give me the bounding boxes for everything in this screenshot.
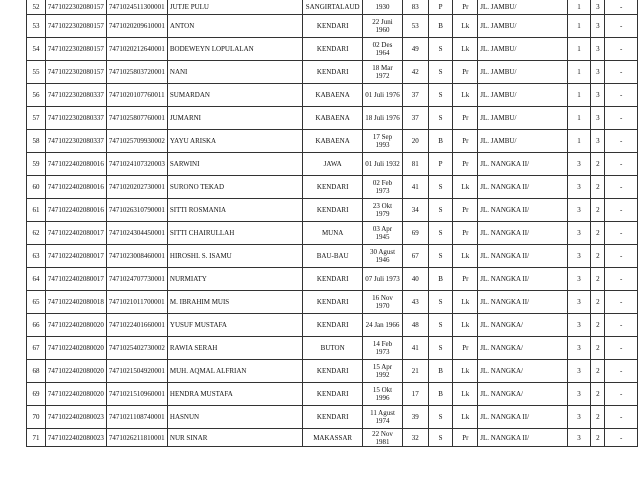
marital-status-cell: S [428, 337, 453, 360]
marital-status-cell: S [428, 245, 453, 268]
note-cell: - [605, 245, 638, 268]
birthplace-cell: BAU-BAU [303, 245, 363, 268]
age-cell: 49 [402, 38, 428, 61]
rw-cell: 2 [591, 245, 605, 268]
row-number-cell: 69 [27, 383, 46, 406]
table-row [27, 337, 638, 360]
name-cell: HENDRA MUSTAFA [167, 383, 302, 406]
note-cell: - [605, 107, 638, 130]
marital-status-cell: S [428, 429, 453, 447]
name-cell: JUTJE PULU [167, 0, 302, 15]
birthplace-cell: KENDARI [303, 291, 363, 314]
gender-cell: Pr [453, 337, 478, 360]
nik-cell: 7471026310790001 [106, 199, 167, 222]
nik-cell: 7471020212640001 [106, 38, 167, 61]
gender-cell: Pr [453, 0, 478, 15]
family-card-number-cell: 7471022402080017 [45, 222, 106, 245]
birthplace-cell: KABAENA [303, 107, 363, 130]
name-cell: NUR SINAR [167, 429, 302, 447]
gender-cell: Lk [453, 291, 478, 314]
family-card-number-cell: 7471022402080020 [45, 360, 106, 383]
name-cell: HIROSHI. S. ISAMU [167, 245, 302, 268]
address-cell: JL. NANGKA II/ [478, 429, 567, 447]
gender-cell: Pr [453, 153, 478, 176]
address-cell: JL. NANGKA/ [478, 314, 567, 337]
age-cell: 37 [402, 107, 428, 130]
birthplace-cell: MAKASSAR [303, 429, 363, 447]
rt-cell: 3 [567, 222, 591, 245]
birthplace-cell: KENDARI [303, 176, 363, 199]
note-cell: - [605, 360, 638, 383]
family-card-number-cell: 7471022302080157 [45, 38, 106, 61]
rt-cell: 3 [567, 337, 591, 360]
family-card-number-cell: 7471022302080157 [45, 61, 106, 84]
nik-cell: 7471022401660001 [106, 314, 167, 337]
family-card-number-cell: 7471022402080017 [45, 268, 106, 291]
address-cell: JL. NANGKA II/ [478, 291, 567, 314]
note-cell: - [605, 0, 638, 15]
name-cell: SITTI ROSMANIA [167, 199, 302, 222]
gender-cell: Lk [453, 383, 478, 406]
row-number-cell: 58 [27, 130, 46, 153]
birthplace-cell: KENDARI [303, 314, 363, 337]
name-cell: SURONO TEKAD [167, 176, 302, 199]
family-card-number-cell: 7471022302080337 [45, 130, 106, 153]
rw-cell: 3 [591, 61, 605, 84]
name-cell: SITTI CHAIRULLAH [167, 222, 302, 245]
rw-cell: 2 [591, 383, 605, 406]
rt-cell: 3 [567, 176, 591, 199]
address-cell: JL. JAMBU/ [478, 38, 567, 61]
family-card-number-cell: 7471022302080337 [45, 107, 106, 130]
marital-status-cell: P [428, 153, 453, 176]
marital-status-cell: S [428, 176, 453, 199]
rt-cell: 3 [567, 360, 591, 383]
family-card-number-cell: 7471022402080016 [45, 153, 106, 176]
nik-cell: 7471024707730001 [106, 268, 167, 291]
table-row [27, 314, 638, 337]
age-cell: 17 [402, 383, 428, 406]
birthplace-cell: KENDARI [303, 360, 363, 383]
table-body [27, 0, 638, 447]
nik-cell: 7471020202730001 [106, 176, 167, 199]
rw-cell: 3 [591, 38, 605, 61]
birthplace-cell: MUNA [303, 222, 363, 245]
population-table [26, 0, 638, 447]
address-cell: JL. JAMBU/ [478, 130, 567, 153]
gender-cell: Lk [453, 360, 478, 383]
row-number-cell: 67 [27, 337, 46, 360]
table-row [27, 383, 638, 406]
rw-cell: 2 [591, 291, 605, 314]
row-number-cell: 56 [27, 84, 46, 107]
rw-cell: 2 [591, 337, 605, 360]
note-cell: - [605, 429, 638, 447]
nik-cell: 7471026211810001 [106, 429, 167, 447]
row-number-cell: 52 [27, 0, 46, 15]
age-cell: 41 [402, 176, 428, 199]
address-cell: JL. NANGKA II/ [478, 245, 567, 268]
name-cell: RAWIA SERAH [167, 337, 302, 360]
marital-status-cell: S [428, 406, 453, 429]
marital-status-cell: S [428, 38, 453, 61]
note-cell: - [605, 61, 638, 84]
gender-cell: Pr [453, 429, 478, 447]
note-cell: - [605, 153, 638, 176]
note-cell: - [605, 291, 638, 314]
rw-cell: 3 [591, 84, 605, 107]
name-cell: HASNUN [167, 406, 302, 429]
age-cell: 67 [402, 245, 428, 268]
gender-cell: Pr [453, 61, 478, 84]
address-cell: JL. JAMBU/ [478, 15, 567, 38]
address-cell: JL. NANGKA II/ [478, 176, 567, 199]
marital-status-cell: S [428, 291, 453, 314]
age-cell: 69 [402, 222, 428, 245]
table-row [27, 406, 638, 429]
name-cell: ANTON [167, 15, 302, 38]
marital-status-cell: S [428, 61, 453, 84]
rw-cell: 3 [591, 0, 605, 15]
name-cell: JUMARNI [167, 107, 302, 130]
birthdate-cell: 07 Juli 1973 [363, 268, 403, 291]
marital-status-cell: S [428, 107, 453, 130]
birthdate-cell: 1930 [363, 0, 403, 15]
rt-cell: 3 [567, 291, 591, 314]
family-card-number-cell: 7471022402080023 [45, 406, 106, 429]
table-row [27, 0, 638, 15]
table-row [27, 84, 638, 107]
birthplace-cell: SANGIRTALAUD [303, 0, 363, 15]
table-row [27, 153, 638, 176]
table-row [27, 38, 638, 61]
row-number-cell: 66 [27, 314, 46, 337]
birthdate-cell: 18 Mar 1972 [363, 61, 403, 84]
birthplace-cell: KENDARI [303, 406, 363, 429]
row-number-cell: 63 [27, 245, 46, 268]
birthdate-cell: 30 Agust 1946 [363, 245, 403, 268]
age-cell: 40 [402, 268, 428, 291]
rw-cell: 2 [591, 153, 605, 176]
table-row [27, 429, 638, 447]
nik-cell: 7471024304450001 [106, 222, 167, 245]
age-cell: 39 [402, 406, 428, 429]
rw-cell: 3 [591, 130, 605, 153]
nik-cell: 7471025807760001 [106, 107, 167, 130]
address-cell: JL. NANGKA/ [478, 360, 567, 383]
marital-status-cell: S [428, 199, 453, 222]
note-cell: - [605, 199, 638, 222]
birthplace-cell: KABAENA [303, 84, 363, 107]
age-cell: 37 [402, 84, 428, 107]
birthdate-cell: 22 Juni 1960 [363, 15, 403, 38]
gender-cell: Lk [453, 176, 478, 199]
marital-status-cell: P [428, 0, 453, 15]
gender-cell: Lk [453, 245, 478, 268]
marital-status-cell: B [428, 360, 453, 383]
family-card-number-cell: 7471022302080337 [45, 84, 106, 107]
rt-cell: 3 [567, 153, 591, 176]
row-number-cell: 70 [27, 406, 46, 429]
marital-status-cell: B [428, 15, 453, 38]
note-cell: - [605, 314, 638, 337]
birthdate-cell: 11 Agust 1974 [363, 406, 403, 429]
birthdate-cell: 17 Sep 1993 [363, 130, 403, 153]
birthdate-cell: 02 Feb 1973 [363, 176, 403, 199]
rt-cell: 3 [567, 314, 591, 337]
table-row [27, 199, 638, 222]
gender-cell: Pr [453, 199, 478, 222]
nik-cell: 7471020107760011 [106, 84, 167, 107]
nik-cell: 7471024511300001 [106, 0, 167, 15]
nik-cell: 7471021011700001 [106, 291, 167, 314]
rt-cell: 1 [567, 38, 591, 61]
address-cell: JL. NANGKA II/ [478, 268, 567, 291]
birthdate-cell: 01 Juli 1976 [363, 84, 403, 107]
birthplace-cell: KENDARI [303, 199, 363, 222]
nik-cell: 7471025402730002 [106, 337, 167, 360]
table-row [27, 268, 638, 291]
birthdate-cell: 02 Des 1964 [363, 38, 403, 61]
address-cell: JL. NANGKA/ [478, 337, 567, 360]
nik-cell: 7471021108740001 [106, 406, 167, 429]
birthplace-cell: KABAENA [303, 130, 363, 153]
age-cell: 83 [402, 0, 428, 15]
address-cell: JL. NANGKA II/ [478, 153, 567, 176]
name-cell: YAYU ARISKA [167, 130, 302, 153]
birthdate-cell: 03 Apr 1945 [363, 222, 403, 245]
birthplace-cell: KENDARI [303, 61, 363, 84]
rw-cell: 2 [591, 176, 605, 199]
marital-status-cell: B [428, 383, 453, 406]
name-cell: MUH. AQMAL ALFRIAN [167, 360, 302, 383]
note-cell: - [605, 406, 638, 429]
family-card-number-cell: 7471022302080157 [45, 15, 106, 38]
rw-cell: 2 [591, 268, 605, 291]
age-cell: 48 [402, 314, 428, 337]
address-cell: JL. NANGKA II/ [478, 406, 567, 429]
marital-status-cell: B [428, 130, 453, 153]
rw-cell: 2 [591, 222, 605, 245]
marital-status-cell: S [428, 314, 453, 337]
row-number-cell: 64 [27, 268, 46, 291]
age-cell: 32 [402, 429, 428, 447]
age-cell: 41 [402, 337, 428, 360]
name-cell: NANI [167, 61, 302, 84]
table-row [27, 222, 638, 245]
table-row [27, 176, 638, 199]
gender-cell: Pr [453, 222, 478, 245]
gender-cell: Lk [453, 38, 478, 61]
rw-cell: 3 [591, 15, 605, 38]
family-card-number-cell: 7471022402080017 [45, 245, 106, 268]
birthplace-cell: BUTON [303, 337, 363, 360]
age-cell: 81 [402, 153, 428, 176]
row-number-cell: 54 [27, 38, 46, 61]
birthdate-cell: 15 Apr 1992 [363, 360, 403, 383]
rw-cell: 2 [591, 406, 605, 429]
family-card-number-cell: 7471022402080023 [45, 429, 106, 447]
nik-cell: 7471021510960001 [106, 383, 167, 406]
row-number-cell: 60 [27, 176, 46, 199]
gender-cell: Pr [453, 268, 478, 291]
rt-cell: 3 [567, 199, 591, 222]
table-row [27, 245, 638, 268]
birthdate-cell: 23 Okt 1979 [363, 199, 403, 222]
rt-cell: 3 [567, 268, 591, 291]
address-cell: JL. JAMBU/ [478, 0, 567, 15]
name-cell: SUMARDAN [167, 84, 302, 107]
rt-cell: 3 [567, 406, 591, 429]
rw-cell: 2 [591, 314, 605, 337]
family-card-number-cell: 7471022402080018 [45, 291, 106, 314]
nik-cell: 7471023008460001 [106, 245, 167, 268]
note-cell: - [605, 383, 638, 406]
address-cell: JL. JAMBU/ [478, 61, 567, 84]
nik-cell: 7471021504920001 [106, 360, 167, 383]
rw-cell: 3 [591, 107, 605, 130]
note-cell: - [605, 176, 638, 199]
rt-cell: 1 [567, 0, 591, 15]
name-cell: SARWINI [167, 153, 302, 176]
gender-cell: Pr [453, 107, 478, 130]
birthplace-cell: KENDARI [303, 268, 363, 291]
address-cell: JL. NANGKA II/ [478, 222, 567, 245]
age-cell: 43 [402, 291, 428, 314]
address-cell: JL. JAMBU/ [478, 107, 567, 130]
row-number-cell: 68 [27, 360, 46, 383]
note-cell: - [605, 222, 638, 245]
gender-cell: Lk [453, 406, 478, 429]
family-card-number-cell: 7471022402080016 [45, 176, 106, 199]
gender-cell: Lk [453, 314, 478, 337]
birthplace-cell: KENDARI [303, 38, 363, 61]
row-number-cell: 71 [27, 429, 46, 447]
gender-cell: Pr [453, 130, 478, 153]
row-number-cell: 57 [27, 107, 46, 130]
name-cell: BODEWEYN LOPULALAN [167, 38, 302, 61]
family-card-number-cell: 7471022402080020 [45, 383, 106, 406]
nik-cell: 7471024107320003 [106, 153, 167, 176]
birthplace-cell: KENDARI [303, 15, 363, 38]
row-number-cell: 65 [27, 291, 46, 314]
rt-cell: 3 [567, 245, 591, 268]
age-cell: 42 [402, 61, 428, 84]
family-card-number-cell: 7471022402080020 [45, 314, 106, 337]
name-cell: NURMIATY [167, 268, 302, 291]
age-cell: 53 [402, 15, 428, 38]
address-cell: JL. NANGKA II/ [478, 199, 567, 222]
note-cell: - [605, 15, 638, 38]
nik-cell: 7471020209610001 [106, 15, 167, 38]
birthdate-cell: 14 Feb 1973 [363, 337, 403, 360]
note-cell: - [605, 337, 638, 360]
age-cell: 34 [402, 199, 428, 222]
gender-cell: Lk [453, 84, 478, 107]
rt-cell: 3 [567, 429, 591, 447]
table-row [27, 291, 638, 314]
rw-cell: 2 [591, 360, 605, 383]
family-card-number-cell: 7471022402080016 [45, 199, 106, 222]
rt-cell: 1 [567, 130, 591, 153]
nik-cell: 7471025803720001 [106, 61, 167, 84]
marital-status-cell: S [428, 222, 453, 245]
table-row [27, 360, 638, 383]
name-cell: M. IBRAHIM MUIS [167, 291, 302, 314]
birthdate-cell: 16 Nov 1970 [363, 291, 403, 314]
birthplace-cell: KENDARI [303, 383, 363, 406]
rw-cell: 2 [591, 429, 605, 447]
note-cell: - [605, 84, 638, 107]
table-row [27, 130, 638, 153]
row-number-cell: 59 [27, 153, 46, 176]
rt-cell: 1 [567, 61, 591, 84]
rt-cell: 1 [567, 15, 591, 38]
family-card-number-cell: 7471022402080020 [45, 337, 106, 360]
note-cell: - [605, 130, 638, 153]
birthdate-cell: 22 Nov 1981 [363, 429, 403, 447]
age-cell: 20 [402, 130, 428, 153]
marital-status-cell: B [428, 268, 453, 291]
birthplace-cell: JAWA [303, 153, 363, 176]
rt-cell: 1 [567, 107, 591, 130]
table-row [27, 107, 638, 130]
row-number-cell: 53 [27, 15, 46, 38]
address-cell: JL. JAMBU/ [478, 84, 567, 107]
birthdate-cell: 15 Okt 1996 [363, 383, 403, 406]
row-number-cell: 61 [27, 199, 46, 222]
family-card-number-cell: 7471022302080157 [45, 0, 106, 15]
rw-cell: 2 [591, 199, 605, 222]
row-number-cell: 62 [27, 222, 46, 245]
name-cell: YUSUF MUSTAFA [167, 314, 302, 337]
address-cell: JL. NANGKA/ [478, 383, 567, 406]
marital-status-cell: S [428, 84, 453, 107]
birthdate-cell: 01 Juli 1932 [363, 153, 403, 176]
gender-cell: Lk [453, 15, 478, 38]
note-cell: - [605, 268, 638, 291]
age-cell: 21 [402, 360, 428, 383]
birthdate-cell: 24 Jan 1966 [363, 314, 403, 337]
birthdate-cell: 18 Juli 1976 [363, 107, 403, 130]
table-row [27, 61, 638, 84]
rt-cell: 3 [567, 383, 591, 406]
rt-cell: 1 [567, 84, 591, 107]
row-number-cell: 55 [27, 61, 46, 84]
nik-cell: 7471025709930002 [106, 130, 167, 153]
table-row [27, 15, 638, 38]
note-cell: - [605, 38, 638, 61]
